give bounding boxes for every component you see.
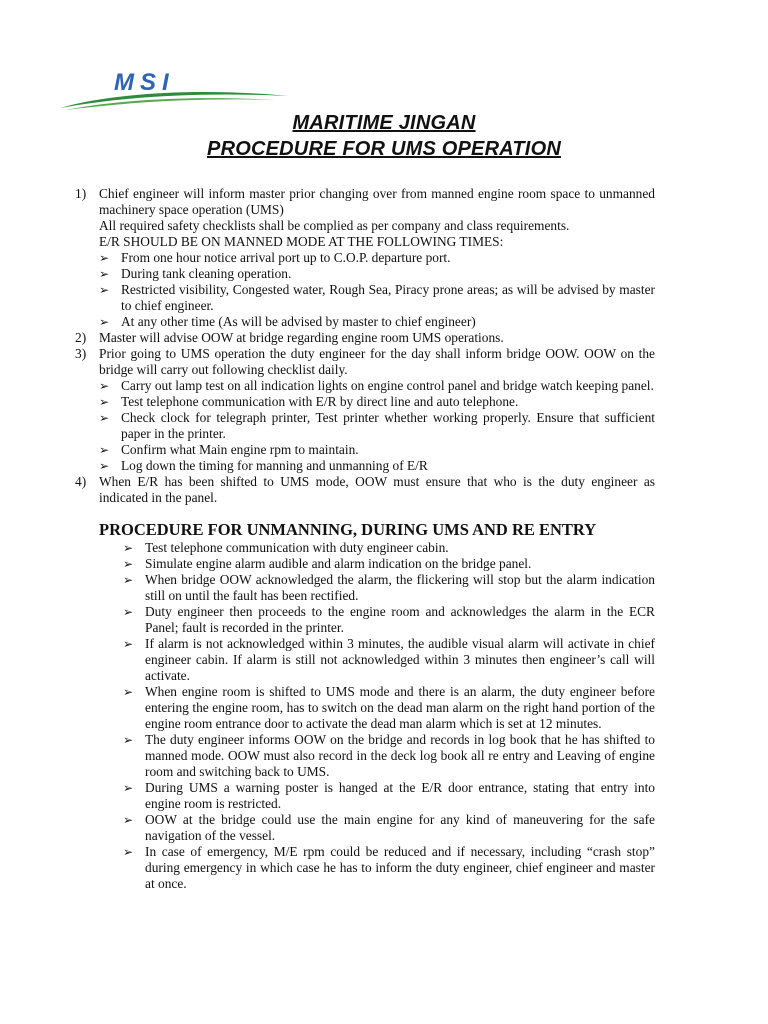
logo-text: MSI (114, 69, 175, 96)
list-item-text: Log down the timing for manning and unmanning of E/R (121, 458, 428, 473)
section2-list (99, 540, 655, 892)
arrow-bullet-icon: ➢ (123, 685, 134, 699)
list-item (123, 780, 655, 812)
list-item-text: Confirm what Main engine rpm to maintain. (121, 442, 359, 457)
list-item (123, 604, 655, 636)
list-item-text: The duty engineer informs OOW on the bridge and records in log book that he has shifted to manned mode. OOW must also record in the deck log book all re entry and Leaving of engine room and switching back to UMS. (145, 732, 655, 779)
arrow-bullet-icon: ➢ (123, 541, 134, 555)
list-item (123, 572, 655, 604)
document-titles (0, 110, 768, 162)
arrow-bullet-icon: ➢ (123, 733, 134, 747)
item-note: E/R SHOULD BE ON MANNED MODE AT THE FOLLOWING TIMES: (99, 234, 504, 249)
arrow-bullet-icon: ➢ (123, 637, 134, 651)
arrow-bullet-icon: ➢ (123, 573, 134, 587)
arrow-bullet-icon: ➢ (123, 845, 134, 859)
item-number: 4) (75, 474, 87, 489)
title-company: MARITIME JINGAN (292, 112, 476, 134)
arrow-bullet-icon: ➢ (99, 459, 110, 473)
list-item-text: During UMS a warning poster is hanged at the E/R door entrance, stating that entry into engine room is restricted. (145, 780, 655, 811)
item-text: Master will advise OOW at bridge regarding engine room UMS operations. (99, 330, 504, 345)
list-item (123, 540, 655, 556)
list-item (99, 282, 655, 314)
procedure-content (75, 186, 655, 892)
msi-logo (56, 66, 292, 112)
item-number: 1) (75, 186, 87, 201)
arrow-bullet-icon: ➢ (99, 315, 110, 329)
section-heading: PROCEDURE FOR UNMANNING, DURING UMS AND RE ENTRY (99, 520, 597, 539)
list-item-text: At any other time (As will be advised by master to chief engineer) (121, 314, 476, 329)
list-item (99, 266, 655, 282)
arrow-bullet-icon: ➢ (99, 395, 110, 409)
bullet-list (75, 378, 655, 474)
item-number: 3) (75, 346, 87, 361)
list-item (123, 556, 655, 572)
list-item (99, 314, 655, 330)
item-text: Prior going to UMS operation the duty engineer for the day shall inform bridge OOW. OOW on the bridge will carry out following checklist daily. (99, 346, 655, 377)
list-item-text: If alarm is not acknowledged within 3 minutes, the audible visual alarm will activate in chief engineer cabin. If alarm is still not acknowledged within 3 minutes then engineer’s call will activate. (145, 636, 655, 683)
list-item-text: When bridge OOW acknowledged the alarm, the flickering will stop but the alarm indication still on until the fault has been rectified. (145, 572, 655, 603)
arrow-bullet-icon: ➢ (99, 251, 110, 265)
item-number: 2) (75, 330, 87, 345)
item-note: All required safety checklists shall be complied as per company and class requirements. (99, 218, 570, 233)
arrow-bullet-icon: ➢ (123, 605, 134, 619)
list-item-text: From one hour notice arrival port up to C.O.P. departure port. (121, 250, 451, 265)
title-procedure: PROCEDURE FOR UMS OPERATION (207, 138, 561, 160)
list-item (123, 684, 655, 732)
list-item (99, 458, 655, 474)
list-item-text: Check clock for telegraph printer, Test printer whether working properly. Ensure that sufficient paper in the printer. (121, 410, 655, 441)
list-item-text: Test telephone communication with E/R by direct line and auto telephone. (121, 394, 519, 409)
arrow-bullet-icon: ➢ (99, 443, 110, 457)
list-item-text: When engine room is shifted to UMS mode and there is an alarm, the duty engineer before entering the engine room, has to switch on the dead man alarm on the right hand portion of the engine room entrance door to activate the dead man alarm which is set at 12 minutes. (145, 684, 655, 731)
list-item-text: During tank cleaning operation. (121, 266, 292, 281)
arrow-bullet-icon: ➢ (99, 411, 110, 425)
section2-bullets (99, 540, 655, 892)
numbered-item (75, 346, 655, 378)
arrow-bullet-icon: ➢ (99, 283, 110, 297)
numbered-item (75, 330, 655, 346)
bullet-list (75, 250, 655, 330)
list-item (123, 812, 655, 844)
arrow-bullet-icon: ➢ (123, 813, 134, 827)
list-item-text: OOW at the bridge could use the main engine for any kind of maneuvering for the safe navigation of the vessel. (145, 812, 655, 843)
list-item-text: Duty engineer then proceeds to the engine room and acknowledges the alarm in the ECR Panel; fault is recorded in the printer. (145, 604, 655, 635)
list-item (123, 844, 655, 892)
list-item-text: Simulate engine alarm audible and alarm indication on the bridge panel. (145, 556, 532, 571)
arrow-bullet-icon: ➢ (99, 267, 110, 281)
numbered-item (75, 474, 655, 506)
item-text: Chief engineer will inform master prior changing over from manned engine room space to unmanned machinery space operation (UMS) (99, 186, 655, 217)
list-item (99, 250, 655, 266)
numbered-item (75, 186, 655, 250)
list-item-text: Test telephone communication with duty engineer cabin. (145, 540, 449, 555)
list-item (99, 410, 655, 442)
arrow-bullet-icon: ➢ (99, 379, 110, 393)
arrow-bullet-icon: ➢ (123, 781, 134, 795)
arrow-bullet-icon: ➢ (123, 557, 134, 571)
list-item (99, 394, 655, 410)
numbered-list (75, 186, 655, 506)
list-item-text: In case of emergency, M/E rpm could be reduced and if necessary, including “crash stop” during emergency in which case he has to inform the duty engineer, chief engineer and master at once. (145, 844, 655, 891)
list-item (123, 636, 655, 684)
list-item (99, 378, 655, 394)
list-item (99, 442, 655, 458)
list-item-text: Restricted visibility, Congested water, Rough Sea, Piracy prone areas; as will be advised by master to chief engineer. (121, 282, 655, 313)
list-item-text: Carry out lamp test on all indication lights on engine control panel and bridge watch keeping panel. (121, 378, 654, 393)
list-item (123, 732, 655, 780)
item-text: When E/R has been shifted to UMS mode, OOW must ensure that who is the duty engineer as indicated in the panel. (99, 474, 655, 505)
